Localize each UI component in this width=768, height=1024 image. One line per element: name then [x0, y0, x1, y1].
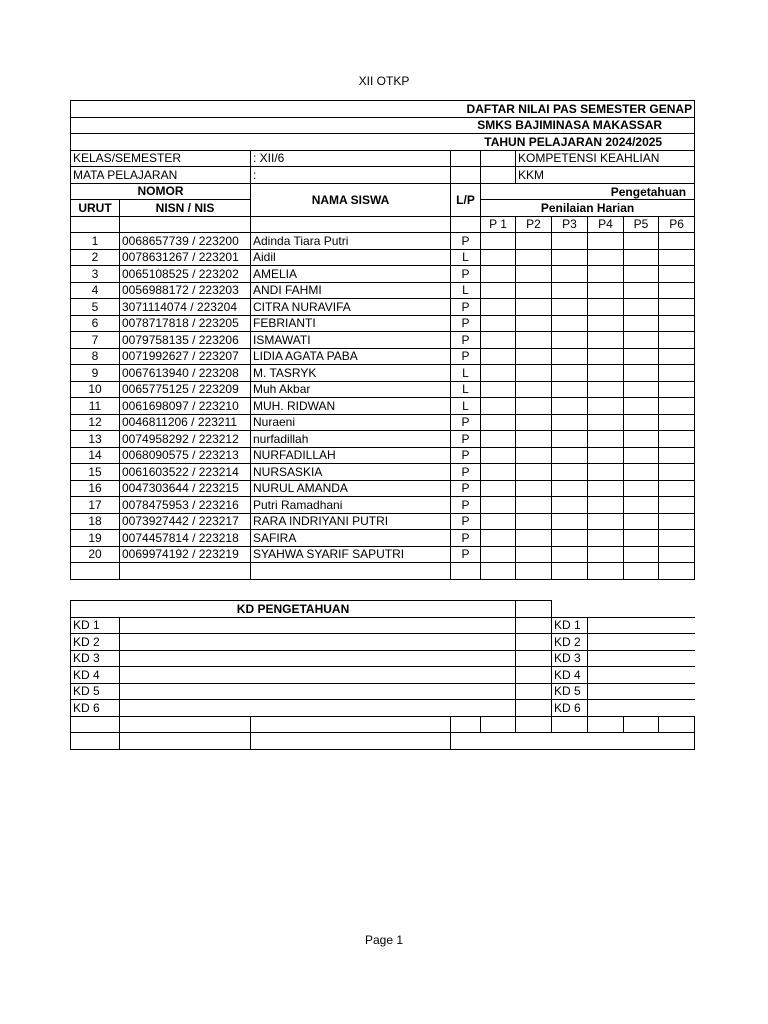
grade-cell-p3[interactable]: [552, 398, 588, 415]
grade-cell-p4[interactable]: [588, 414, 624, 431]
student-row: [71, 365, 695, 382]
grade-cell-p1[interactable]: [481, 513, 516, 530]
kd-title-row: [71, 601, 695, 618]
grade-cell-p1[interactable]: [481, 497, 516, 514]
grade-cell-p1[interactable]: [481, 332, 516, 349]
student-name: ANDI FAHMI: [251, 282, 451, 299]
student-name: SAFIRA: [251, 530, 451, 547]
grade-cell-p5[interactable]: [624, 431, 659, 448]
grade-cell-p6[interactable]: [659, 431, 695, 448]
kelas-row: [71, 150, 695, 167]
grade-cell-p3[interactable]: [552, 497, 588, 514]
grade-cell-p6[interactable]: [659, 546, 695, 563]
grade-cell-p4[interactable]: [588, 365, 624, 382]
grade-cell-p2[interactable]: [516, 249, 552, 266]
student-nisn: 0046811206 / 223211: [120, 414, 251, 431]
student-nisn: 0071992627 / 223207: [120, 348, 251, 365]
grade-cell-p3[interactable]: [552, 332, 588, 349]
student-name: SYAHWA SYARIF SAPUTRI: [251, 546, 451, 563]
student-name: NURUL AMANDA: [251, 480, 451, 497]
kd-left-description[interactable]: [120, 700, 516, 717]
nama-header: NAMA SISWA: [251, 183, 451, 216]
grade-cell-p5[interactable]: [624, 249, 659, 266]
student-name: Aidil: [251, 249, 451, 266]
grade-cell-p3[interactable]: [552, 546, 588, 563]
student-row: [71, 447, 695, 464]
student-name: nurfadillah: [251, 431, 451, 448]
p2-header: P2: [516, 216, 552, 233]
grade-cell-p4[interactable]: [588, 299, 624, 316]
student-row: [71, 332, 695, 349]
student-lp: P: [451, 497, 481, 514]
student-no: 4: [71, 282, 120, 299]
grade-cell-p4[interactable]: [588, 332, 624, 349]
student-lp: P: [451, 414, 481, 431]
kd-row: [71, 650, 695, 667]
student-name: Muh Akbar: [251, 381, 451, 398]
kd-right-label: KD 1: [552, 617, 588, 634]
p3-header: P3: [552, 216, 588, 233]
student-no: 10: [71, 381, 120, 398]
student-lp: P: [451, 233, 481, 250]
kd-left-description[interactable]: [120, 683, 516, 700]
student-nisn: 0056988172 / 223203: [120, 282, 251, 299]
student-name: Nuraeni: [251, 414, 451, 431]
student-no: 8: [71, 348, 120, 365]
grade-cell-p6[interactable]: [659, 249, 695, 266]
grade-cell-p2[interactable]: [516, 464, 552, 481]
kd-right-description[interactable]: [588, 667, 695, 684]
grade-cell-p1[interactable]: [481, 546, 516, 563]
grade-cell-p2[interactable]: [516, 348, 552, 365]
student-row: [71, 546, 695, 563]
grade-cell-p1[interactable]: [481, 381, 516, 398]
grade-cell-p4[interactable]: [588, 546, 624, 563]
student-name: NURSASKIA: [251, 464, 451, 481]
student-no: 17: [71, 497, 120, 514]
student-no: 15: [71, 464, 120, 481]
pengetahuan-header: Pengetahuan: [481, 183, 695, 200]
student-no: 20: [71, 546, 120, 563]
grade-cell-p3[interactable]: [552, 480, 588, 497]
student-lp: P: [451, 266, 481, 283]
student-lp: P: [451, 431, 481, 448]
student-nisn: 0078631267 / 223201: [120, 249, 251, 266]
student-nisn: 0061698097 / 223210: [120, 398, 251, 415]
student-lp: L: [451, 398, 481, 415]
student-no: 9: [71, 365, 120, 382]
grade-cell-p1[interactable]: [481, 249, 516, 266]
kd-left-description[interactable]: [120, 667, 516, 684]
student-row: [71, 381, 695, 398]
student-lp: L: [451, 249, 481, 266]
header-row-1: [71, 183, 695, 200]
student-no: 3: [71, 266, 120, 283]
grade-cell-p5[interactable]: [624, 464, 659, 481]
student-nisn: 0061603522 / 223214: [120, 464, 251, 481]
kd-left-description[interactable]: [120, 634, 516, 651]
grade-cell-p5[interactable]: [624, 299, 659, 316]
kd-left-label: KD 6: [71, 700, 120, 717]
grade-cell-p2[interactable]: [516, 546, 552, 563]
grade-cell-p1[interactable]: [481, 348, 516, 365]
grade-cell-p4[interactable]: [588, 249, 624, 266]
title-row-2: [71, 117, 695, 134]
grade-cell-p2[interactable]: [516, 480, 552, 497]
kd-left-label: KD 5: [71, 683, 120, 700]
kd-left-label: KD 4: [71, 667, 120, 684]
mapel-label: MATA PELAJARAN: [71, 167, 251, 184]
student-lp: L: [451, 381, 481, 398]
student-lp: L: [451, 365, 481, 382]
kd-right-label: KD 3: [552, 650, 588, 667]
kd-right-description[interactable]: [588, 617, 695, 634]
kd-left-description[interactable]: [120, 650, 516, 667]
kd-right-description[interactable]: [588, 683, 695, 700]
grade-cell-p1[interactable]: [481, 315, 516, 332]
lp-header: L/P: [451, 183, 481, 216]
student-nisn: 0078475953 / 223216: [120, 497, 251, 514]
student-name: Adinda Tiara Putri: [251, 233, 451, 250]
kd-left-description[interactable]: [120, 617, 516, 634]
student-nisn: 0068090575 / 223213: [120, 447, 251, 464]
penilaian-harian-header: Penilaian Harian: [481, 200, 695, 217]
grade-cell-p6[interactable]: [659, 480, 695, 497]
grade-cell-p4[interactable]: [588, 431, 624, 448]
grade-cell-p3[interactable]: [552, 299, 588, 316]
grade-cell-p2[interactable]: [516, 398, 552, 415]
grade-cell-p6[interactable]: [659, 464, 695, 481]
p6-header: P6: [659, 216, 695, 233]
nisn-header: NISN / NIS: [120, 200, 251, 217]
grade-cell-p5[interactable]: [624, 315, 659, 332]
title-row-1: [71, 101, 695, 118]
grade-cell-p6[interactable]: [659, 530, 695, 547]
student-row: [71, 530, 695, 547]
grade-cell-p2[interactable]: [516, 431, 552, 448]
grade-cell-p5[interactable]: [624, 497, 659, 514]
student-nisn: 0074958292 / 223212: [120, 431, 251, 448]
grade-cell-p5[interactable]: [624, 266, 659, 283]
grade-cell-p1[interactable]: [481, 414, 516, 431]
kd-row: [71, 700, 695, 717]
nomor-header: NOMOR: [71, 183, 251, 200]
grade-cell-p6[interactable]: [659, 282, 695, 299]
grade-cell-p4[interactable]: [588, 513, 624, 530]
kd-right-label: KD 6: [552, 700, 588, 717]
student-lp: P: [451, 464, 481, 481]
urut-header: URUT: [71, 200, 120, 217]
grade-cell-p1[interactable]: [481, 233, 516, 250]
student-name: FEBRIANTI: [251, 315, 451, 332]
grade-cell-p4[interactable]: [588, 381, 624, 398]
grade-cell-p1[interactable]: [481, 464, 516, 481]
kompetensi-label: KOMPETENSI KEAHLIAN: [516, 150, 695, 167]
grade-cell-p2[interactable]: [516, 299, 552, 316]
grade-cell-p2[interactable]: [516, 447, 552, 464]
report-title: DAFTAR NILAI PAS SEMESTER GENAP: [71, 101, 695, 118]
student-nisn: 0065775125 / 223209: [120, 381, 251, 398]
grade-cell-p6[interactable]: [659, 299, 695, 316]
grade-cell-p4[interactable]: [588, 480, 624, 497]
grade-cell-p5[interactable]: [624, 365, 659, 382]
grade-cell-p1[interactable]: [481, 530, 516, 547]
grade-cell-p2[interactable]: [516, 282, 552, 299]
student-lp: P: [451, 480, 481, 497]
mapel-row: [71, 167, 695, 184]
grade-cell-p6[interactable]: [659, 233, 695, 250]
grade-cell-p4[interactable]: [588, 497, 624, 514]
kd-left-label: KD 1: [71, 617, 120, 634]
student-nisn: 0065108525 / 223202: [120, 266, 251, 283]
grade-cell-p5[interactable]: [624, 414, 659, 431]
kd-right-label: KD 5: [552, 683, 588, 700]
kd-row: [71, 683, 695, 700]
grade-cell-p2[interactable]: [516, 497, 552, 514]
student-name: NURFADILLAH: [251, 447, 451, 464]
kd-title: KD PENGETAHUAN: [71, 601, 516, 618]
student-row: [71, 480, 695, 497]
page-number: Page 1: [364, 933, 404, 947]
grade-cell-p1[interactable]: [481, 398, 516, 415]
student-lp: P: [451, 299, 481, 316]
kd-footer-row: [71, 716, 695, 733]
grade-cell-p5[interactable]: [624, 381, 659, 398]
student-lp: P: [451, 530, 481, 547]
school-name: SMKS BAJIMINASA MAKASSAR: [71, 117, 695, 134]
grade-cell-p2[interactable]: [516, 513, 552, 530]
student-no: 2: [71, 249, 120, 266]
student-row: [71, 464, 695, 481]
grade-cell-p6[interactable]: [659, 348, 695, 365]
student-nisn: 0079758135 / 223206: [120, 332, 251, 349]
grade-cell-p2[interactable]: [516, 530, 552, 547]
student-name: ISMAWATI: [251, 332, 451, 349]
student-row: [71, 431, 695, 448]
student-row: [71, 398, 695, 415]
grade-cell-p6[interactable]: [659, 332, 695, 349]
student-row: [71, 299, 695, 316]
grade-cell-p3[interactable]: [552, 464, 588, 481]
grade-cell-p2[interactable]: [516, 332, 552, 349]
kd-right-label: KD 2: [552, 634, 588, 651]
kd-right-description[interactable]: [588, 700, 695, 717]
grade-cell-p2[interactable]: [516, 365, 552, 382]
kd-left-label: KD 3: [71, 650, 120, 667]
grade-cell-p1[interactable]: [481, 266, 516, 283]
student-nisn: 0073927442 / 223217: [120, 513, 251, 530]
student-nisn: 3071114074 / 223204: [120, 299, 251, 316]
grade-cell-p3[interactable]: [552, 233, 588, 250]
p1-header: P 1: [481, 216, 516, 233]
kd-left-label: KD 2: [71, 634, 120, 651]
empty-row: [71, 563, 695, 580]
student-name: AMELIA: [251, 266, 451, 283]
grade-cell-p5[interactable]: [624, 546, 659, 563]
student-no: 1: [71, 233, 120, 250]
grade-cell-p6[interactable]: [659, 398, 695, 415]
grade-cell-p3[interactable]: [552, 530, 588, 547]
student-row: [71, 266, 695, 283]
grade-cell-p5[interactable]: [624, 480, 659, 497]
grade-cell-p4[interactable]: [588, 266, 624, 283]
student-row: [71, 282, 695, 299]
student-lp: P: [451, 315, 481, 332]
student-lp: P: [451, 513, 481, 530]
kd-row: [71, 634, 695, 651]
title-row-3: [71, 134, 695, 151]
grade-cell-p2[interactable]: [516, 266, 552, 283]
student-lp: P: [451, 348, 481, 365]
student-no: 5: [71, 299, 120, 316]
student-nisn: 0067613940 / 223208: [120, 365, 251, 382]
grade-cell-p6[interactable]: [659, 447, 695, 464]
kelas-label: KELAS/SEMESTER: [71, 150, 251, 167]
mapel-value[interactable]: :: [251, 167, 451, 184]
kd-row: [71, 667, 695, 684]
grade-cell-p1[interactable]: [481, 282, 516, 299]
student-name: RARA INDRIYANI PUTRI: [251, 513, 451, 530]
student-name: MUH. RIDWAN: [251, 398, 451, 415]
grade-cell-p3[interactable]: [552, 266, 588, 283]
grade-cell-p2[interactable]: [516, 233, 552, 250]
grade-cell-p5[interactable]: [624, 233, 659, 250]
grade-cell-p4[interactable]: [588, 464, 624, 481]
student-no: 11: [71, 398, 120, 415]
grade-cell-p3[interactable]: [552, 414, 588, 431]
grade-cell-p5[interactable]: [624, 282, 659, 299]
kd-row: [71, 617, 695, 634]
grade-cell-p4[interactable]: [588, 348, 624, 365]
kd-trailing-row: [71, 733, 695, 750]
student-no: 16: [71, 480, 120, 497]
student-row: [71, 315, 695, 332]
grade-cell-p1[interactable]: [481, 431, 516, 448]
academic-year: TAHUN PELAJARAN 2024/2025: [71, 134, 695, 151]
student-row: [71, 513, 695, 530]
p4-header: P4: [588, 216, 624, 233]
grade-cell-p5[interactable]: [624, 348, 659, 365]
student-no: 18: [71, 513, 120, 530]
grade-cell-p2[interactable]: [516, 414, 552, 431]
student-no: 19: [71, 530, 120, 547]
grade-cell-p6[interactable]: [659, 365, 695, 382]
student-no: 12: [71, 414, 120, 431]
grade-cell-p5[interactable]: [624, 447, 659, 464]
grade-cell-p4[interactable]: [588, 447, 624, 464]
student-lp: P: [451, 447, 481, 464]
student-name: Putri Ramadhani: [251, 497, 451, 514]
grade-cell-p5[interactable]: [624, 530, 659, 547]
student-nisn: 0074457814 / 223218: [120, 530, 251, 547]
student-nisn: 0047303644 / 223215: [120, 480, 251, 497]
grade-cell-p4[interactable]: [588, 282, 624, 299]
grade-cell-p1[interactable]: [481, 299, 516, 316]
grade-cell-p3[interactable]: [552, 315, 588, 332]
student-nisn: 0068657739 / 223200: [120, 233, 251, 250]
grade-cell-p1[interactable]: [481, 480, 516, 497]
student-no: 7: [71, 332, 120, 349]
grade-cell-p6[interactable]: [659, 266, 695, 283]
kelas-value[interactable]: : XII/6: [251, 150, 451, 167]
grade-cell-p3[interactable]: [552, 365, 588, 382]
grade-cell-p3[interactable]: [552, 447, 588, 464]
student-no: 14: [71, 447, 120, 464]
grade-cell-p4[interactable]: [588, 233, 624, 250]
grade-cell-p1[interactable]: [481, 447, 516, 464]
student-lp: P: [451, 332, 481, 349]
grade-cell-p6[interactable]: [659, 497, 695, 514]
student-no: 13: [71, 431, 120, 448]
student-name: M. TASRYK: [251, 365, 451, 382]
grade-cell-p2[interactable]: [516, 381, 552, 398]
header-row-3: [71, 216, 695, 233]
student-row: [71, 414, 695, 431]
kd-right-label: KD 4: [552, 667, 588, 684]
student-row: [71, 249, 695, 266]
grade-cell-p5[interactable]: [624, 513, 659, 530]
grade-cell-p3[interactable]: [552, 513, 588, 530]
grade-cell-p5[interactable]: [624, 332, 659, 349]
grade-cell-p1[interactable]: [481, 365, 516, 382]
student-nisn: 0069974192 / 223219: [120, 546, 251, 563]
kd-right-description[interactable]: [588, 650, 695, 667]
grade-cell-p4[interactable]: [588, 315, 624, 332]
student-row: [71, 348, 695, 365]
grade-cell-p6[interactable]: [659, 315, 695, 332]
sheet-class-code: XII OTKP: [358, 74, 410, 88]
kd-right-description[interactable]: [588, 634, 695, 651]
grade-cell-p3[interactable]: [552, 381, 588, 398]
p5-header: P5: [624, 216, 659, 233]
grade-cell-p3[interactable]: [552, 282, 588, 299]
grade-cell-p4[interactable]: [588, 530, 624, 547]
kd-table: [70, 600, 695, 750]
grade-table: [70, 100, 695, 580]
grade-cell-p6[interactable]: [659, 381, 695, 398]
grade-cell-p6[interactable]: [659, 414, 695, 431]
grade-cell-p3[interactable]: [552, 431, 588, 448]
grade-cell-p6[interactable]: [659, 513, 695, 530]
grade-cell-p2[interactable]: [516, 315, 552, 332]
grade-cell-p3[interactable]: [552, 348, 588, 365]
student-row: [71, 233, 695, 250]
kkm-label: KKM: [516, 167, 695, 184]
student-no: 6: [71, 315, 120, 332]
student-name: LIDIA AGATA PABA: [251, 348, 451, 365]
grade-cell-p5[interactable]: [624, 398, 659, 415]
student-row: [71, 497, 695, 514]
grade-cell-p3[interactable]: [552, 249, 588, 266]
student-name: CITRA NURAVIFA: [251, 299, 451, 316]
student-lp: L: [451, 282, 481, 299]
student-nisn: 0078717818 / 223205: [120, 315, 251, 332]
student-lp: P: [451, 546, 481, 563]
grade-cell-p4[interactable]: [588, 398, 624, 415]
